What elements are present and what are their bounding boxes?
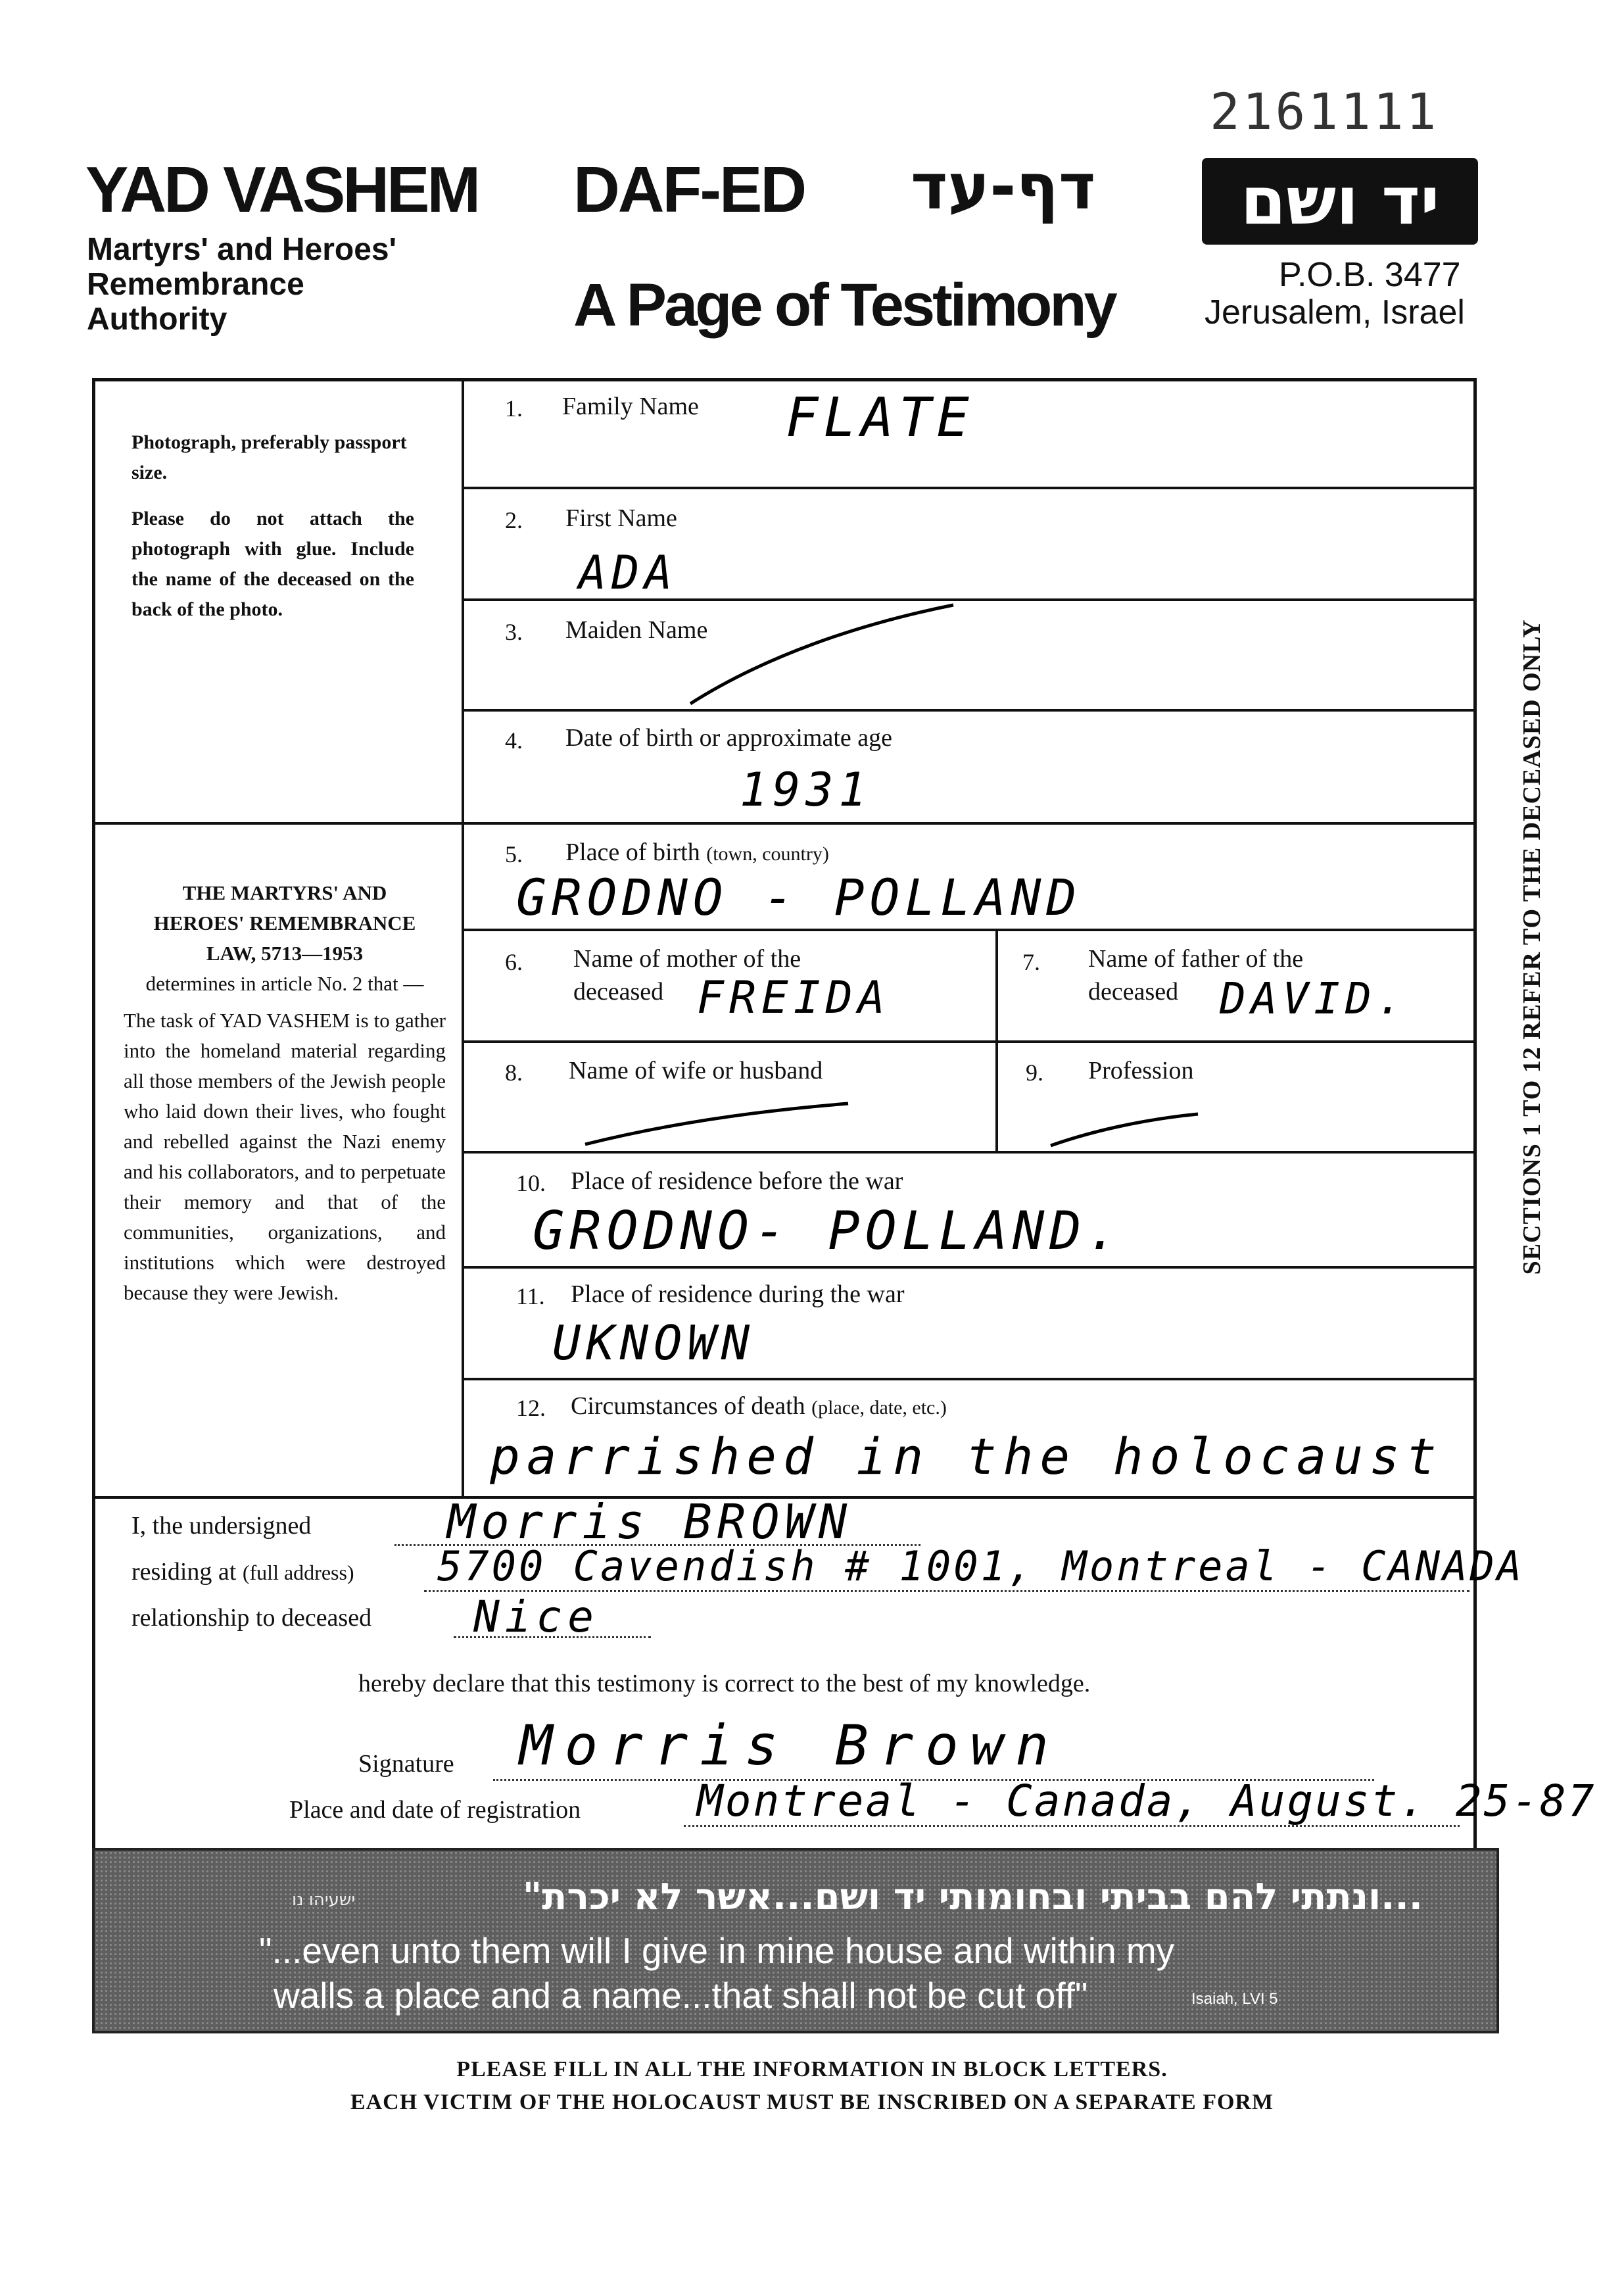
field-9-label: Profession (1088, 1057, 1194, 1084)
field-12-hint: (place, date, etc.) (811, 1397, 947, 1419)
field-6-number: 6. (505, 949, 523, 975)
document-number: 2161111 (1210, 82, 1439, 141)
undersigned-value[interactable]: Morris BROWN (447, 1494, 853, 1549)
field-1-label: Family Name (562, 393, 699, 420)
field-7-number: 7. (1022, 949, 1040, 975)
row-rule-7 (462, 1151, 1477, 1154)
sections-note: SECTIONS 1 TO 12 REFER TO THE DECEASED ONLY (1518, 619, 1546, 1275)
residence-before-war-value[interactable]: GRODNO- POLLAND. (533, 1200, 1124, 1261)
relationship-label: relationship to deceased (131, 1604, 372, 1632)
field-3-label: Maiden Name (565, 616, 708, 644)
death-circumstances-value[interactable]: parrished in the holocaust (490, 1427, 1443, 1486)
banner-english-2: walls a place and a name...that shall not be cut off" (274, 1975, 1088, 2016)
col-rule-6-7 (995, 929, 998, 1152)
law-determines: determines in article No. 2 that — (145, 972, 424, 995)
law-text: The task of YAD VASHEM is to gather into the homeland material regarding all those members of the Jewish people who laid down their lives, who fought and rebelled against the Nazi enemy and his collaborators, and to perpetuate their memory and that of the communities, organizations, and institutions which were destroyed because they were Jewish. (124, 1009, 446, 1304)
yad-vashem-logo (1202, 158, 1478, 245)
banner-english-1: "...even unto them will I give in mine house and within my (259, 1930, 1175, 1971)
banner-english-ref: Isaiah, LVI 5 (1191, 1990, 1278, 2008)
spouse-dash-stroke (579, 1092, 855, 1151)
residing-hint: (full address) (242, 1561, 354, 1584)
row-rule-5 (462, 929, 1477, 931)
field-12-label (571, 1392, 947, 1421)
field-8-number: 8. (505, 1059, 523, 1086)
org-subtitle-2: Remembrance (87, 267, 304, 302)
field-12-label-text: Circumstances of death (571, 1392, 805, 1420)
field-6-label-1: Name of mother of the (573, 945, 801, 973)
signature-label: Signature (358, 1750, 454, 1778)
birth-place-value[interactable]: GRODNO - POLLAND (516, 868, 1082, 927)
field-7-label-1: Name of father of the (1088, 945, 1304, 973)
row-rule-3 (462, 709, 1477, 712)
field-5-label (565, 838, 829, 867)
residing-label-text: residing at (131, 1558, 237, 1586)
residing-label (131, 1557, 354, 1586)
row-rule-4 (462, 822, 1477, 825)
birth-date-value[interactable]: 1931 (740, 763, 872, 817)
dafed-latin: DAF-ED (573, 153, 805, 226)
field-3-number: 3. (505, 619, 523, 645)
field-4-number: 4. (505, 727, 523, 754)
banner-hebrew-ref: ישעיהו נו (292, 1890, 356, 1910)
declaration-statement: hereby declare that this testimony is correct to the best of my knowledge. (358, 1670, 1091, 1697)
org-subtitle-3: Authority (87, 302, 227, 337)
banner-hebrew: ...ונתתי להם בביתי ובחומותי יד ושם...אשר לא יכרת" (522, 1876, 1423, 1918)
law-block (124, 878, 446, 1308)
field-5-label-text: Place of birth (565, 838, 700, 866)
row-rule-6 (462, 1040, 1477, 1043)
field-11-number: 11. (516, 1283, 545, 1309)
field-2-number: 2. (505, 507, 523, 533)
org-subtitle-1: Martyrs' and Heroes' (87, 232, 396, 267)
row-rule-8 (462, 1266, 1477, 1269)
family-name-value[interactable]: FLATE (786, 387, 974, 449)
left-panel-mid-rule (92, 822, 463, 825)
photo-note-2: Please do not attach the photograph with glue. Include the name of the deceased on the back of the photo. (131, 508, 414, 620)
law-title: THE MARTYRS' AND HEROES' REMEMBRANCE LAW, 5713—1953 (153, 881, 416, 965)
footer-line-2: EACH VICTIM OF THE HOLOCAUST MUST BE INSCRIBED ON A SEPARATE FORM (350, 2090, 1274, 2114)
first-name-value[interactable]: ADA (579, 546, 678, 600)
residence-during-war-value[interactable]: UKNOWN (552, 1315, 755, 1371)
field-12-number: 12. (516, 1395, 546, 1421)
residing-value[interactable]: 5700 Cavendish # 1001, Montreal - CANADA (437, 1542, 1525, 1590)
field-10-label: Place of residence before the war (571, 1167, 903, 1195)
field-5-hint: (town, country) (706, 843, 829, 865)
field-5-number: 5. (505, 841, 523, 867)
field-1-number: 1. (505, 395, 523, 422)
field-7-label-2: deceased (1088, 978, 1179, 1006)
row-rule-9 (462, 1378, 1477, 1380)
field-8-label: Name of wife or husband (569, 1057, 823, 1084)
signature-value[interactable]: Morris Brown (519, 1713, 1061, 1778)
city-address: Jerusalem, Israel (1205, 293, 1465, 331)
logo-hebrew-text: יד ושם (1240, 162, 1440, 239)
footer-line-1: PLEASE FILL IN ALL THE INFORMATION IN BLOCK LETTERS. (456, 2057, 1168, 2081)
field-2-label: First Name (565, 504, 677, 532)
field-10-number: 10. (516, 1170, 546, 1196)
quote-banner (92, 1848, 1499, 2033)
field-11-label: Place of residence during the war (571, 1280, 905, 1308)
maiden-name-dash-stroke (684, 598, 960, 710)
dafed-hebrew: דף-עד (911, 150, 1096, 224)
org-name: YAD VASHEM (85, 153, 479, 226)
photo-note-1: Photograph, preferably passport size. (131, 431, 407, 483)
registration-label: Place and date of registration (289, 1796, 581, 1824)
mother-name-value[interactable]: FREIDA (697, 972, 890, 1024)
left-panel-divider (462, 378, 464, 1496)
father-name-value[interactable]: DAVID. (1220, 973, 1408, 1024)
relationship-value[interactable]: Nice (473, 1592, 599, 1642)
undersigned-label: I, the undersigned (131, 1512, 312, 1540)
row-rule-1 (462, 487, 1477, 489)
pob-address: P.O.B. 3477 (1279, 256, 1461, 294)
field-4-label: Date of birth or approximate age (565, 724, 892, 752)
profession-dash-stroke (1045, 1105, 1203, 1151)
field-6-label-2: deceased (573, 978, 664, 1006)
photo-note (131, 427, 414, 625)
registration-value[interactable]: Montreal - Canada, August. 25-87 (697, 1776, 1596, 1826)
form-title: A Page of Testimony (573, 272, 1115, 339)
field-9-number: 9. (1026, 1059, 1043, 1086)
